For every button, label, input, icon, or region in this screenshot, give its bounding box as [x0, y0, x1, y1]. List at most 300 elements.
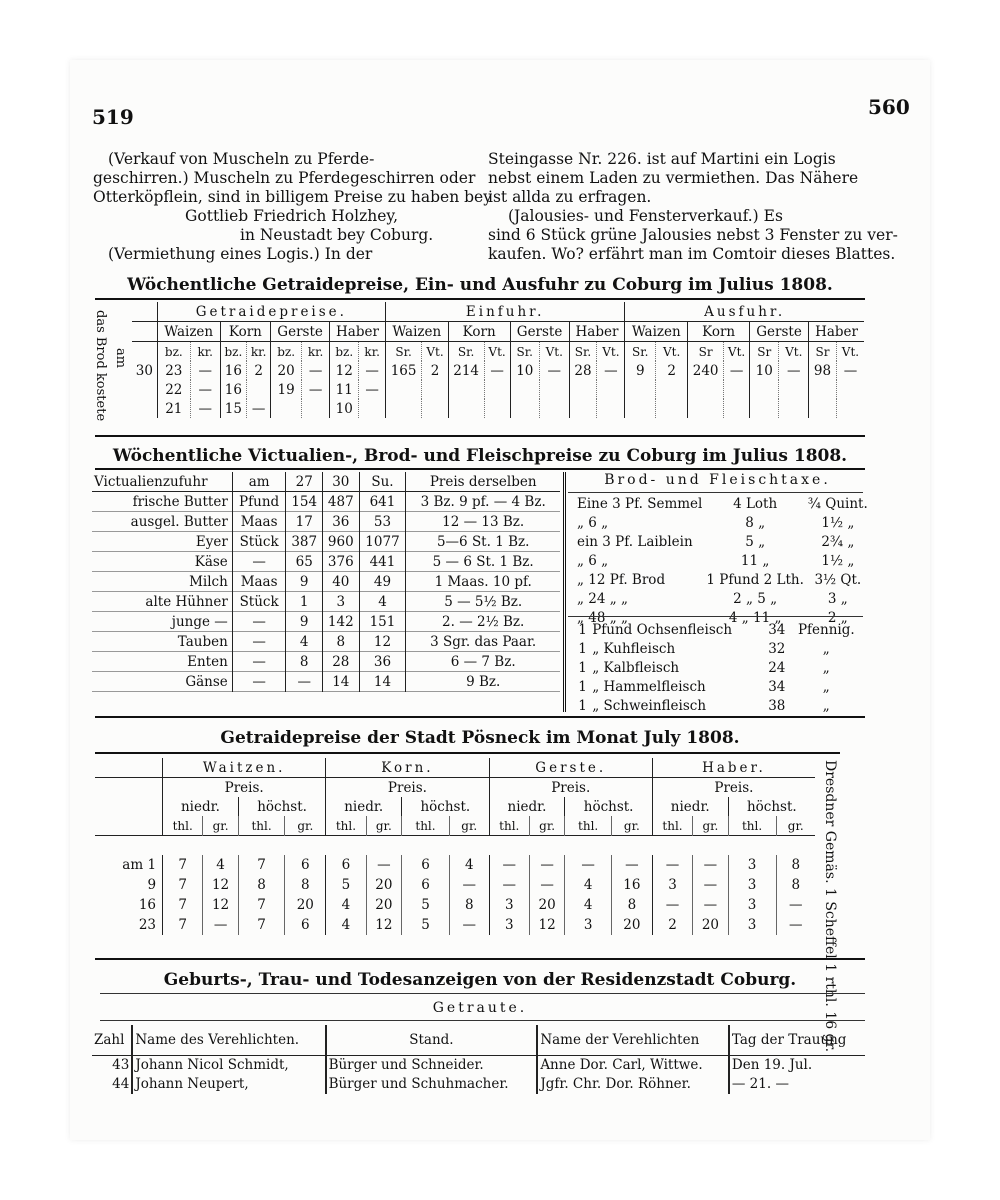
victuals-cell: Enten: [187, 653, 228, 670]
grain-cell: [510, 399, 539, 418]
notice-right-line-2: nebst einem Laden zu vermiethen. Das Nähere: [488, 169, 859, 187]
poesneck-gr: gr.: [285, 816, 326, 836]
victuals-cell: —: [232, 552, 286, 572]
poesneck-hoechst: höchst.: [565, 797, 653, 816]
poesneck-cell: 3: [728, 895, 776, 915]
marriages-table: [92, 1025, 865, 1094]
victuals-title: Wöchentliche Victualien-, Brod- und Fleischpreise zu Coburg im Julius 1808.: [112, 446, 848, 466]
grain-unit: kr.: [302, 342, 330, 362]
grain-cell: —: [190, 380, 220, 399]
table-row: [575, 677, 863, 696]
grain-name: Haber: [569, 322, 625, 342]
marriages-cell: Jgfr. Chr. Dor. Röhner.: [537, 1075, 729, 1094]
marriages-cell: Johann Nicol Schmidt,: [132, 1055, 325, 1075]
grain-name: Korn: [688, 322, 750, 342]
grain-cell: [539, 380, 569, 399]
victuals-cell: Maas: [232, 512, 286, 532]
meat-cell: 1: [578, 678, 587, 695]
table-row: [92, 612, 560, 632]
grain-date: [132, 380, 157, 399]
grain-cell: [448, 399, 484, 418]
poesneck-cell: 7: [238, 895, 285, 915]
grain-unit: Sr.: [448, 342, 484, 362]
poesneck-cell: 8: [611, 895, 652, 915]
poesneck-cell: —: [693, 875, 728, 895]
victuals-cell: 1077: [359, 532, 406, 552]
grain-unit: Vt.: [779, 342, 809, 362]
victuals-cell: Käse: [194, 553, 228, 570]
poesneck-cell: 5: [326, 875, 366, 895]
bread-cell: Eine 3 Pf. Semmel: [577, 495, 703, 512]
grain-cell: [836, 380, 864, 399]
poesneck-cell: —: [449, 875, 489, 895]
grain-unit: Sr: [750, 342, 779, 362]
grain-cell: [750, 380, 779, 399]
grain-cell: 16: [220, 361, 247, 380]
grain-cell: [385, 399, 421, 418]
poesneck-cell: 4: [326, 915, 366, 935]
victuals-cell: 487: [323, 492, 360, 512]
bread-cell: „ 48 „ „: [577, 609, 629, 626]
notice-right-line-6: kaufen. Wo? erfährt man im Comtoir dieses Blattes.: [488, 245, 896, 263]
meat-cell: 32: [768, 640, 786, 657]
grain-cell: [359, 399, 385, 418]
grain-cell: [385, 380, 421, 399]
poesneck-grain: Korn.: [326, 758, 489, 778]
marriages-cell: — 21. —: [729, 1075, 865, 1094]
poesneck-cell: 20: [693, 915, 728, 935]
meat-cell: Pfund Ochsenfleisch: [592, 621, 733, 638]
poesneck-gr: gr.: [776, 816, 815, 836]
poesneck-cell: 3: [728, 915, 776, 935]
meat-cell: 34: [768, 678, 786, 695]
poesneck-cell: 8: [285, 875, 326, 895]
table-row: [575, 513, 870, 532]
notice-right-line-4: (Jalousies- und Fensterverkauf.) Es: [508, 207, 783, 225]
victuals-cell: 28: [323, 652, 360, 672]
poesneck-preis: Preis.: [489, 778, 652, 798]
grain-cell: 20: [271, 361, 302, 380]
table-row: [575, 570, 870, 589]
victuals-cell: 441: [359, 552, 406, 572]
poesneck-units-row: [95, 816, 815, 836]
poesneck-cell: 8: [776, 855, 815, 875]
table-row: [92, 572, 560, 592]
victuals-cell: 1: [286, 592, 323, 612]
poesneck-cell: 3: [728, 855, 776, 875]
table-row: [92, 532, 560, 552]
notice-right-line-1: Steingasse Nr. 226. ist auf Martini ein Logis: [488, 150, 836, 168]
grain-cell: [688, 399, 724, 418]
grain-cell: [247, 380, 271, 399]
meat-cell: 34: [768, 621, 786, 638]
poesneck-cell: —: [203, 915, 238, 935]
victuals-cell: 14: [359, 672, 406, 692]
grain-cell: [597, 399, 625, 418]
grain-cell: 15: [220, 399, 247, 418]
poesneck-thl: thl.: [163, 816, 203, 836]
victuals-cell: 1 Maas. 10 pf.: [406, 572, 560, 592]
victuals-cell: —: [286, 672, 323, 692]
grain-cell: —: [597, 361, 625, 380]
bread-tax-header: Brod- und Fleischtaxe.: [604, 472, 831, 488]
victuals-cell: 3: [323, 592, 360, 612]
poesneck-cell: —: [529, 875, 564, 895]
poesneck-date: am 1: [122, 857, 157, 873]
meat-cell: 38: [768, 697, 786, 714]
grain-name: Korn: [448, 322, 510, 342]
grain-name: Korn: [220, 322, 271, 342]
grain-date: [132, 399, 157, 418]
table-row: [95, 855, 815, 875]
victuals-rows: [92, 492, 560, 692]
grain-name: Gerste: [510, 322, 569, 342]
bread-cell: 4 Loth: [733, 495, 778, 512]
victuals-cell: 8: [323, 632, 360, 652]
poesneck-niedr: niedr.: [652, 797, 728, 816]
poesneck-cell: —: [693, 895, 728, 915]
poesneck-rows: [95, 855, 815, 935]
notice-left-line-2: geschirren.) Muscheln zu Pferdegeschirren oder: [93, 169, 476, 187]
divider: [568, 492, 863, 493]
notice-right-line-3: ist allda zu erfragen.: [488, 188, 652, 206]
victuals-header: Su.: [359, 472, 406, 492]
grain-unit: Sr.: [625, 342, 656, 362]
grain-name: Waizen: [625, 322, 688, 342]
divider: [95, 752, 840, 754]
grain-date: 30: [135, 362, 153, 379]
poesneck-cell: —: [693, 855, 728, 875]
bread-side-label: das Brod kostete: [93, 310, 108, 422]
marriages-cell: Bürger und Schneider.: [326, 1055, 538, 1075]
victuals-cell: Stück: [232, 532, 286, 552]
table-row: [575, 532, 870, 551]
grain-date-header: [132, 302, 157, 322]
poesneck-thl: thl.: [652, 816, 692, 836]
table-row: [575, 658, 863, 677]
poesneck-cell: 2: [652, 915, 692, 935]
table-row: [92, 552, 560, 572]
meat-cell: 1: [578, 640, 587, 657]
meat-rows: [575, 620, 863, 715]
bread-cell: ein 3 Pf. Laiblein: [577, 533, 693, 550]
grain-cell: [779, 399, 809, 418]
victuals-cell: 3 Sgr. das Paar.: [406, 632, 560, 652]
poesneck-cell: 6: [326, 855, 366, 875]
marriages-cell: Den 19. Jul.: [729, 1055, 865, 1075]
grain-cell: [448, 380, 484, 399]
poesneck-cell: 7: [163, 895, 203, 915]
grain-cell: 214: [448, 361, 484, 380]
poesneck-cell: 4: [326, 895, 366, 915]
divider: [95, 435, 865, 437]
poesneck-cell: 3: [489, 915, 529, 935]
divider: [95, 298, 865, 300]
poesneck-niedr: niedr.: [489, 797, 565, 816]
poesneck-cell: 3: [652, 875, 692, 895]
grain-unit: bz.: [220, 342, 247, 362]
grain-prices-table: [132, 302, 864, 418]
poesneck-hoechst: höchst.: [402, 797, 490, 816]
victuals-header: Victualienzufuhr: [94, 473, 208, 490]
table-row: [95, 875, 815, 895]
poesneck-gr: gr.: [693, 816, 728, 836]
poesneck-side-label: Dresdner Gemäs. 1 Scheffel 1 rthl. 16 gr.: [822, 760, 838, 1053]
grain-cell: [656, 399, 688, 418]
poesneck-gr: gr.: [611, 816, 652, 836]
births-title: Geburts-, Trau- und Todesanzeigen von der Residenzstadt Coburg.: [163, 970, 797, 990]
poesneck-thl: thl.: [565, 816, 612, 836]
grain-unit: Vt.: [656, 342, 688, 362]
grain-group-header: Ausfuhr.: [625, 302, 864, 322]
page-number-left: 519: [92, 105, 134, 129]
meat-cell: „: [822, 697, 830, 714]
poesneck-hoechst: höchst.: [728, 797, 815, 816]
grain-cell: [724, 380, 750, 399]
grain-cell: 28: [569, 361, 597, 380]
marriages-header: Tag der Trauung: [729, 1025, 865, 1055]
meat-cell: „ Kalbfleisch: [592, 659, 680, 676]
grain-unit: bz.: [271, 342, 302, 362]
table-row: [95, 915, 815, 935]
grain-cell: 16: [220, 380, 247, 399]
grain-group-header: Einfuhr.: [385, 302, 624, 322]
table-row: [92, 492, 560, 512]
grain-cell: [271, 399, 302, 418]
poesneck-thl: thl.: [489, 816, 529, 836]
bread-cell: 2¾ „: [821, 533, 855, 550]
victuals-cell: Gänse: [185, 673, 228, 690]
marriages-cell: Bürger und Schuhmacher.: [326, 1075, 538, 1094]
grain-unit: kr.: [359, 342, 385, 362]
grain-cell: [569, 380, 597, 399]
poesneck-cell: 20: [366, 895, 401, 915]
victuals-cell: 5 — 6 St. 1 Bz.: [406, 552, 560, 572]
victuals-cell: 8: [286, 652, 323, 672]
poesneck-date: 9: [147, 877, 157, 893]
table-row: [132, 399, 864, 418]
poesneck-cell: —: [449, 915, 489, 935]
grain-cell: [724, 399, 750, 418]
victuals-cell: alte Hühner: [145, 593, 228, 610]
divider: [95, 716, 865, 718]
poesneck-cell: 12: [203, 895, 238, 915]
victuals-cell: —: [232, 672, 286, 692]
grain-unit: Vt.: [422, 342, 448, 362]
victuals-header: am: [232, 472, 286, 492]
victuals-cell: 5 — 5½ Bz.: [406, 592, 560, 612]
grain-unit: Vt.: [539, 342, 569, 362]
poesneck-cell: 8: [776, 875, 815, 895]
poesneck-grain: Waitzen.: [163, 758, 326, 778]
marriages-header: Name der Verehlichten: [537, 1025, 729, 1055]
victuals-cell: Stück: [232, 592, 286, 612]
poesneck-cell: 7: [163, 915, 203, 935]
births-subtitle: Getraute.: [432, 1000, 528, 1016]
poesneck-cell: 3: [728, 875, 776, 895]
bread-cell: 3 „: [827, 590, 848, 607]
bread-table: [575, 494, 870, 627]
bread-cell: „ 6 „: [577, 514, 609, 531]
poesneck-cell: 7: [238, 915, 285, 935]
victuals-cell: 49: [359, 572, 406, 592]
table-row: [95, 895, 815, 915]
victuals-cell: 142: [323, 612, 360, 632]
victuals-cell: Tauben: [177, 633, 228, 650]
victuals-cell: 36: [323, 512, 360, 532]
poesneck-cell: 4: [449, 855, 489, 875]
table-row: [92, 1075, 865, 1094]
victuals-cell: 2. — 2½ Bz.: [406, 612, 560, 632]
grain-cell: 10: [510, 361, 539, 380]
grain-cell: —: [724, 361, 750, 380]
meat-cell: 1: [578, 697, 587, 714]
victuals-cell: Eyer: [195, 533, 228, 550]
bread-cell: 4 „ 11 „: [728, 609, 782, 626]
victuals-cell: 40: [323, 572, 360, 592]
meat-cell: „: [822, 640, 830, 657]
victuals-header: Preis derselben: [406, 472, 560, 492]
grain-cell: [809, 399, 837, 418]
bread-cell: 2 „ 5 „: [733, 590, 778, 607]
poesneck-cell: —: [489, 875, 529, 895]
victuals-cell: 387: [286, 532, 323, 552]
grain-unit: Vt.: [484, 342, 510, 362]
table-row: [92, 1055, 865, 1075]
meat-cell: 1: [578, 621, 587, 638]
victuals-cell: 36: [359, 652, 406, 672]
marriages-header: Stand.: [326, 1025, 538, 1055]
victuals-cell: 6 — 7 Bz.: [406, 652, 560, 672]
table-row: [132, 361, 864, 380]
grain-cell: [750, 399, 779, 418]
grain-name: Haber: [330, 322, 386, 342]
poesneck-cell: 12: [366, 915, 401, 935]
pos-blank: [95, 797, 163, 816]
victuals-cell: —: [232, 612, 286, 632]
victuals-cell: Milch: [189, 573, 228, 590]
grain-unit: Sr: [809, 342, 837, 362]
meat-table: [575, 620, 863, 715]
poesneck-gr: gr.: [449, 816, 489, 836]
poesneck-cell: 3: [489, 895, 529, 915]
bread-cell: 8 „: [745, 514, 766, 531]
marriages-cell: Johann Neupert,: [132, 1075, 325, 1094]
grain-cell: [510, 380, 539, 399]
grain-cell: [422, 380, 448, 399]
table-row: [92, 512, 560, 532]
grain-unit: Sr: [688, 342, 724, 362]
meat-cell: Pfennig.: [797, 621, 855, 638]
grain-rows: [132, 361, 864, 418]
page-number-right: 560: [868, 95, 910, 119]
poesneck-cell: —: [652, 855, 692, 875]
grain-cell: [569, 399, 597, 418]
poesneck-cell: —: [652, 895, 692, 915]
grain-cell: 2: [422, 361, 448, 380]
grain-unit: Vt.: [836, 342, 864, 362]
poesneck-grain: Haber.: [652, 758, 815, 778]
poesneck-preis: Preis.: [652, 778, 815, 798]
grain-cell: 11: [330, 380, 359, 399]
grain-unit: Sr.: [385, 342, 421, 362]
poesneck-cell: —: [611, 855, 652, 875]
bread-cell: 2 „: [827, 609, 848, 626]
poesneck-cell: 6: [285, 855, 326, 875]
grain-cell: 19: [271, 380, 302, 399]
victuals-header: 27: [286, 472, 323, 492]
poesneck-thl: thl.: [402, 816, 450, 836]
poesneck-gr: gr.: [366, 816, 401, 836]
victuals-header: 30: [323, 472, 360, 492]
poesneck-thl: thl.: [728, 816, 776, 836]
grain-cell: 12: [330, 361, 359, 380]
poesneck-cell: —: [776, 895, 815, 915]
poesneck-cell: 20: [529, 895, 564, 915]
meat-cell: „ Hammelfleisch: [592, 678, 706, 695]
grain-cell: 22: [157, 380, 190, 399]
notice-right-line-5: sind 6 Stück grüne Jalousies nebst 3 Fenster zu ver-: [488, 226, 898, 244]
grain-cell: [539, 399, 569, 418]
victuals-cell: Pfund: [232, 492, 286, 512]
grain-cell: [836, 399, 864, 418]
poesneck-cell: —: [529, 855, 564, 875]
poesneck-niedr: niedr.: [163, 797, 239, 816]
grain-prices-title: Wöchentliche Getraidepreise, Ein- und Ausfuhr zu Coburg im Julius 1808.: [127, 275, 833, 295]
notice-left-line-1: (Verkauf von Muscheln zu Pferde-: [108, 150, 375, 168]
poesneck-gr: gr.: [203, 816, 238, 836]
meat-cell: „: [822, 659, 830, 676]
poesneck-cell: 20: [285, 895, 326, 915]
grain-name: Gerste: [271, 322, 330, 342]
victuals-cell: junge —: [171, 613, 228, 630]
poesneck-cell: 4: [565, 895, 612, 915]
grain-units-row: [132, 342, 864, 362]
poesneck-cell: 20: [366, 875, 401, 895]
meat-cell: „ Kuhfleisch: [592, 640, 676, 657]
victuals-cell: 17: [286, 512, 323, 532]
grain-cell: [625, 380, 656, 399]
victuals-cell: 12: [359, 632, 406, 652]
poesneck-cell: 7: [163, 875, 203, 895]
notice-left-line-5: in Neustadt bey Coburg.: [240, 226, 434, 244]
victuals-cell: frische Butter: [132, 493, 228, 510]
poesneck-cell: 4: [203, 855, 238, 875]
victuals-cell: 641: [359, 492, 406, 512]
grain-am-label: am: [113, 348, 128, 369]
bread-rows: [575, 494, 870, 627]
grain-unit: Vt.: [597, 342, 625, 362]
poesneck-cell: 12: [203, 875, 238, 895]
meat-cell: 1: [578, 659, 587, 676]
poesneck-preis: Preis.: [326, 778, 489, 798]
poesneck-thl: thl.: [238, 816, 285, 836]
victuals-cell: 53: [359, 512, 406, 532]
table-row: [575, 696, 863, 715]
poesneck-cell: 8: [449, 895, 489, 915]
divider: [95, 468, 865, 470]
grain-cell: 165: [385, 361, 421, 380]
grain-cell: —: [779, 361, 809, 380]
grain-cell: —: [247, 399, 271, 418]
grain-cell: 21: [157, 399, 190, 418]
marriages-cell: 44: [112, 1076, 130, 1092]
victuals-cell: 154: [286, 492, 323, 512]
poesneck-cell: —: [565, 855, 612, 875]
victuals-cell: 65: [286, 552, 323, 572]
poesneck-cell: —: [489, 855, 529, 875]
meat-cell: „: [822, 678, 830, 695]
